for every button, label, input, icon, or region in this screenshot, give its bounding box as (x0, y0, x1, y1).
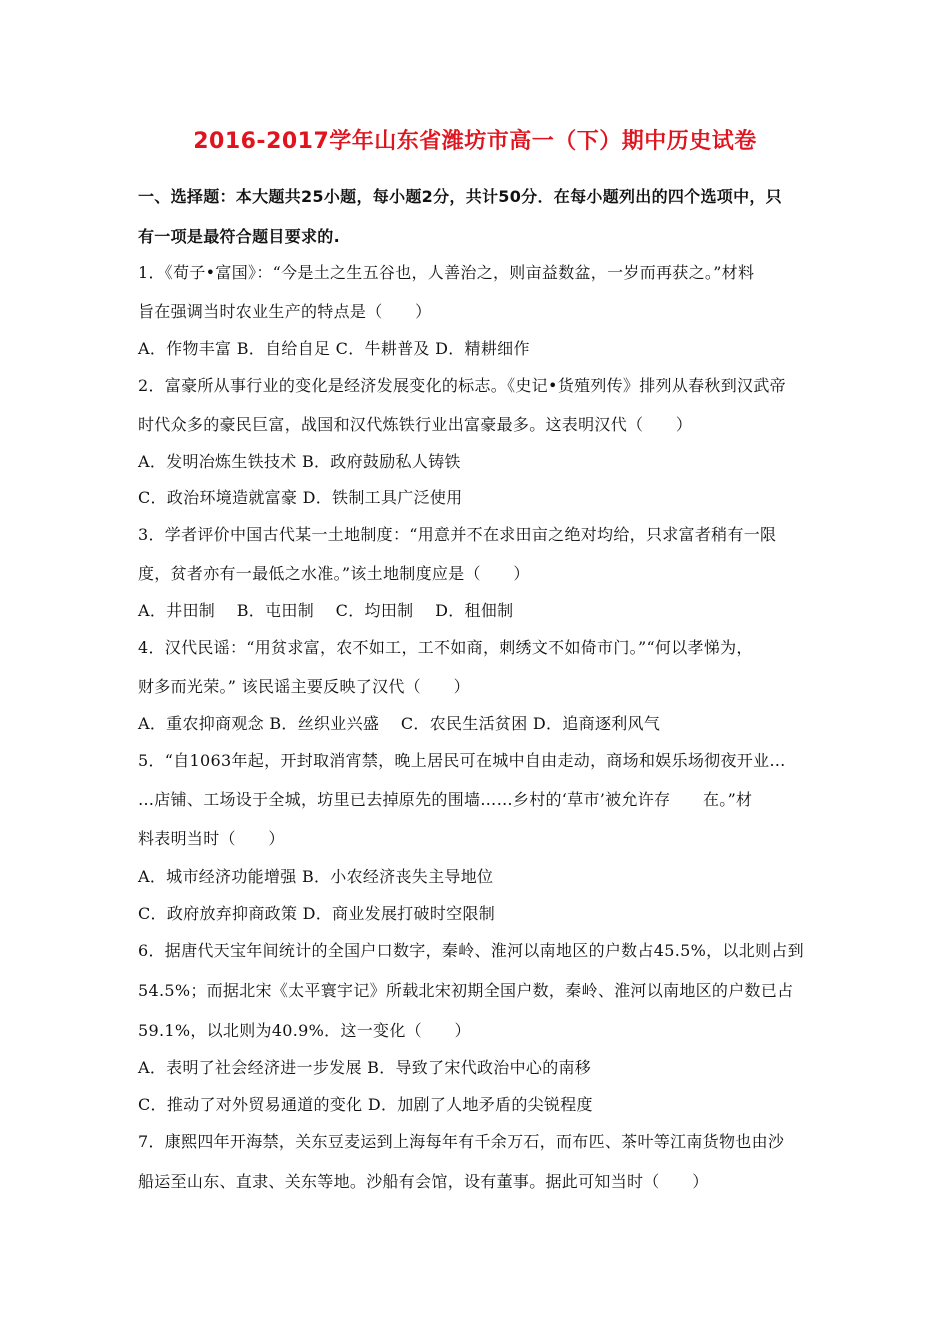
question-6-stem-line-3: 59.1%，以北则为40.9%．这一变化（ ） (138, 1021, 471, 1040)
question-6-stem-line-2: 54.5%；而据北宋《太平寰宇记》所载北宋初期全国户数，秦岭、淮河以南地区的户数已占 (138, 981, 794, 1000)
question-5-options-line-2: C．政府放弃抑商政策 D．商业发展打破时空限制 (138, 904, 496, 923)
question-6-options-line-1: A．表明了社会经济进一步发展 B．导致了宋代政治中心的南移 (138, 1058, 592, 1077)
question-2-options-line-1: A．发明冶炼生铁技术 B．政府鼓励私人铸铁 (138, 452, 461, 471)
question-7-stem-line-1: 7．康熙四年开海禁，关东豆麦运到上海每年有千余万石，而布匹、茶叶等江南货物也由沙 (138, 1132, 785, 1151)
question-3-stem-line-1: 3．学者评价中国古代某一土地制度：“用意并不在求田亩之绝对均给，只求富者稍有一限 (138, 525, 777, 544)
question-1-stem-line-2: 旨在强调当时农业生产的特点是（ ） (138, 302, 432, 321)
question-7-stem-line-2: 船运至山东、直隶、关东等地。沙船有会馆，设有董事。据此可知当时（ ） (138, 1172, 709, 1191)
question-1-stem-line-1: 1．《荀子•富国》：“今是土之生五谷也，人善治之，则亩益数盆，一岁而再获之。”材料 (138, 263, 755, 282)
question-5-stem-line-3: 料表明当时（ ） (138, 829, 285, 848)
question-1-options: A．作物丰富 B．自给自足 C．牛耕普及 D．精耕细作 (138, 339, 530, 358)
question-3-stem-line-2: 度，贫者亦有一最低之水准。”该土地制度应是（ ） (138, 564, 530, 583)
question-6-stem-line-1: 6．据唐代天宝年间统计的全国户口数字，秦岭、淮河以南地区的户数占45.5%，以北则占到 (138, 941, 804, 960)
question-3-options: A．井田制 B．屯田制 C．均田制 D．租佃制 (138, 601, 514, 620)
question-6-options-line-2: C．推动了对外贸易通道的变化 D．加剧了人地矛盾的尖锐程度 (138, 1095, 593, 1114)
question-2-options-line-2: C．政治环境造就富豪 D．铁制工具广泛使用 (138, 488, 463, 507)
question-4-stem-line-2: 财多而光荣。” 该民谣主要反映了汉代（ ） (138, 677, 470, 696)
question-5-options-line-1: A．城市经济功能增强 B．小农经济丧失主导地位 (138, 867, 494, 886)
exam-title: 2016-2017学年山东省潍坊市高一（下）期中历史试卷 (193, 129, 757, 154)
question-5-stem-line-2: …店铺、工场设于全城，坊里已去掉原先的围墙……乡村的‘草市’被允许存 在。”材 (138, 790, 753, 809)
section-instruction-line-1: 一、选择题：本大题共25小题，每小题2分，共计50分．在每小题列出的四个选项中，只 (138, 187, 782, 206)
question-4-options: A．重农抑商观念 B．丝织业兴盛 C．农民生活贫困 D．追商逐利风气 (138, 714, 661, 733)
question-2-stem-line-1: 2．富豪所从事行业的变化是经济发展变化的标志。《史记•货殖列传》排列从春秋到汉武帝 (138, 376, 786, 395)
question-5-stem-line-1: 5．“自1063年起，开封取消宵禁，晚上居民可在城中自由走动，商场和娱乐场彻夜开业… (138, 751, 786, 770)
section-instruction-line-2: 有一项是最符合题目要求的. (138, 227, 340, 246)
question-4-stem-line-1: 4．汉代民谣：“用贫求富，农不如工，工不如商，刺绣文不如倚市门。”“何以孝悌为， (138, 638, 753, 657)
question-2-stem-line-2: 时代众多的豪民巨富，战国和汉代炼铁行业出富豪最多。这表明汉代（ ） (138, 415, 693, 434)
